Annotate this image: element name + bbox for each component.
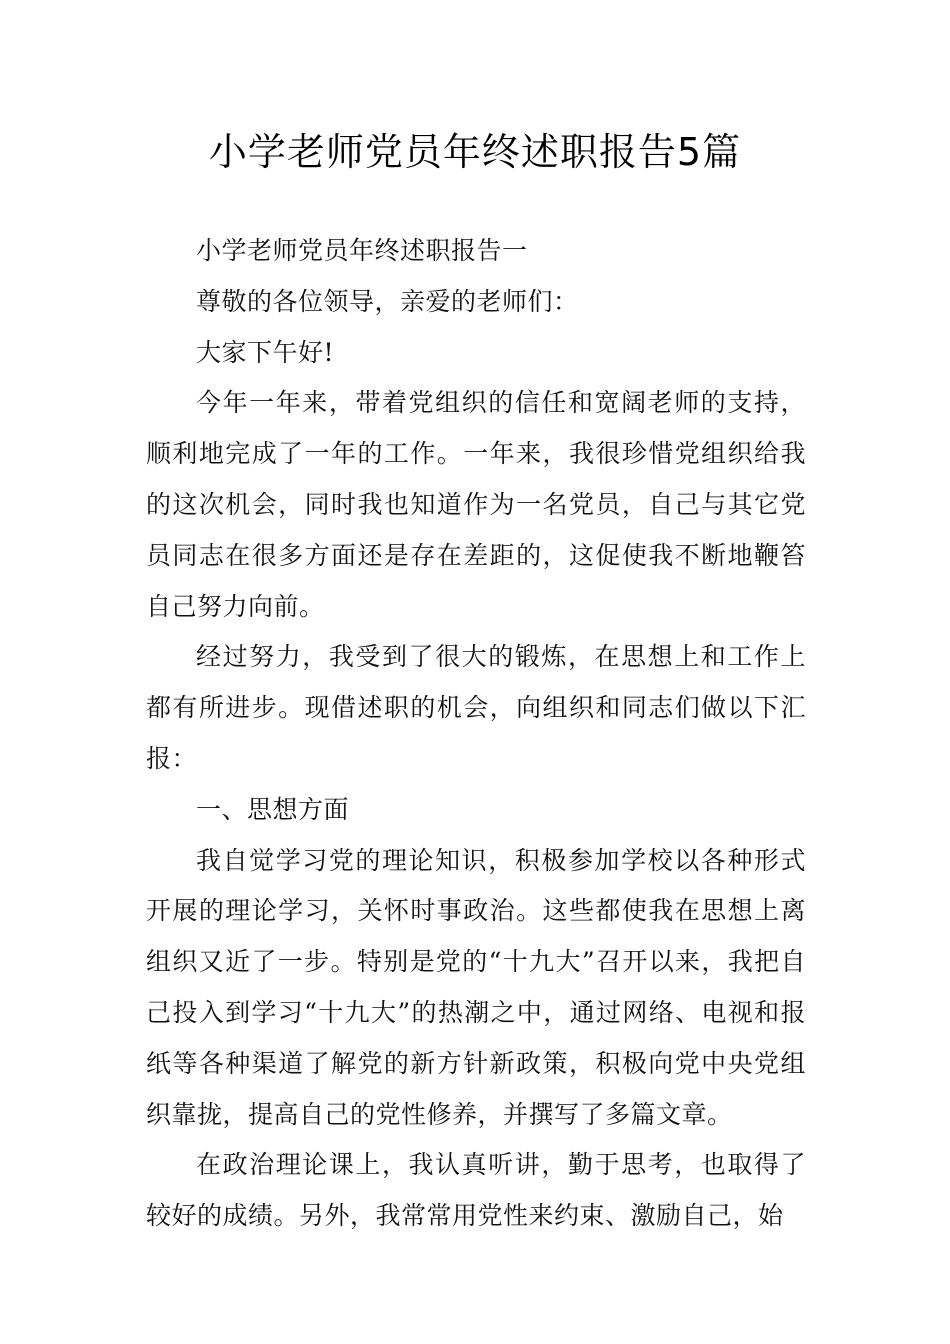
- paragraph-intro: 今年一年来，带着党组织的信任和宽阔老师的支持，顺利地完成了一年的工作。一年来，我很珍惜党组织给我的这次机会，同时我也知道作为一名党员，自己与其它党员同志在很多方面还是存在差距的，这促使我不断地鞭笞自己努力向前。: [146, 388, 806, 621]
- paragraph-greeting: 大家下午好!: [196, 337, 335, 367]
- document-title: 小学老师党员年终述职报告5篇: [208, 130, 742, 174]
- paragraph-subtitle: 小学老师党员年终述职报告一: [196, 236, 528, 265]
- section-heading-thought: 一、思想方面: [196, 794, 350, 824]
- paragraph-progress: 经过努力，我受到了很大的锻炼，在思想上和工作上都有所进步。现借述职的机会，向组织和同志们做以下汇报：: [146, 642, 806, 773]
- document-body: [146, 226, 806, 1242]
- paragraph-study: 我自觉学习党的理论知识，积极参加学校以各种形式开展的理论学习，关怀时事政治。这些都使我在思想上离组织又近了一步。特别是党的“十九大”召开以来，我把自己投入到学习“十九大”的热潮之中，通过网络、电视和报纸等各种渠道了解党的新方针新政策，积极向党中央党组织靠拢，提高自己的党性修养，并撰写了多篇文章。: [146, 845, 806, 1129]
- paragraph-politics: 在政治理论课上，我认真听讲，勤于思考，也取得了较好的成绩。另外，我常常用党性来约束、激励自己，始: [146, 1150, 806, 1231]
- paragraph-salutation: 尊敬的各位领导，亲爱的老师们：: [196, 286, 579, 316]
